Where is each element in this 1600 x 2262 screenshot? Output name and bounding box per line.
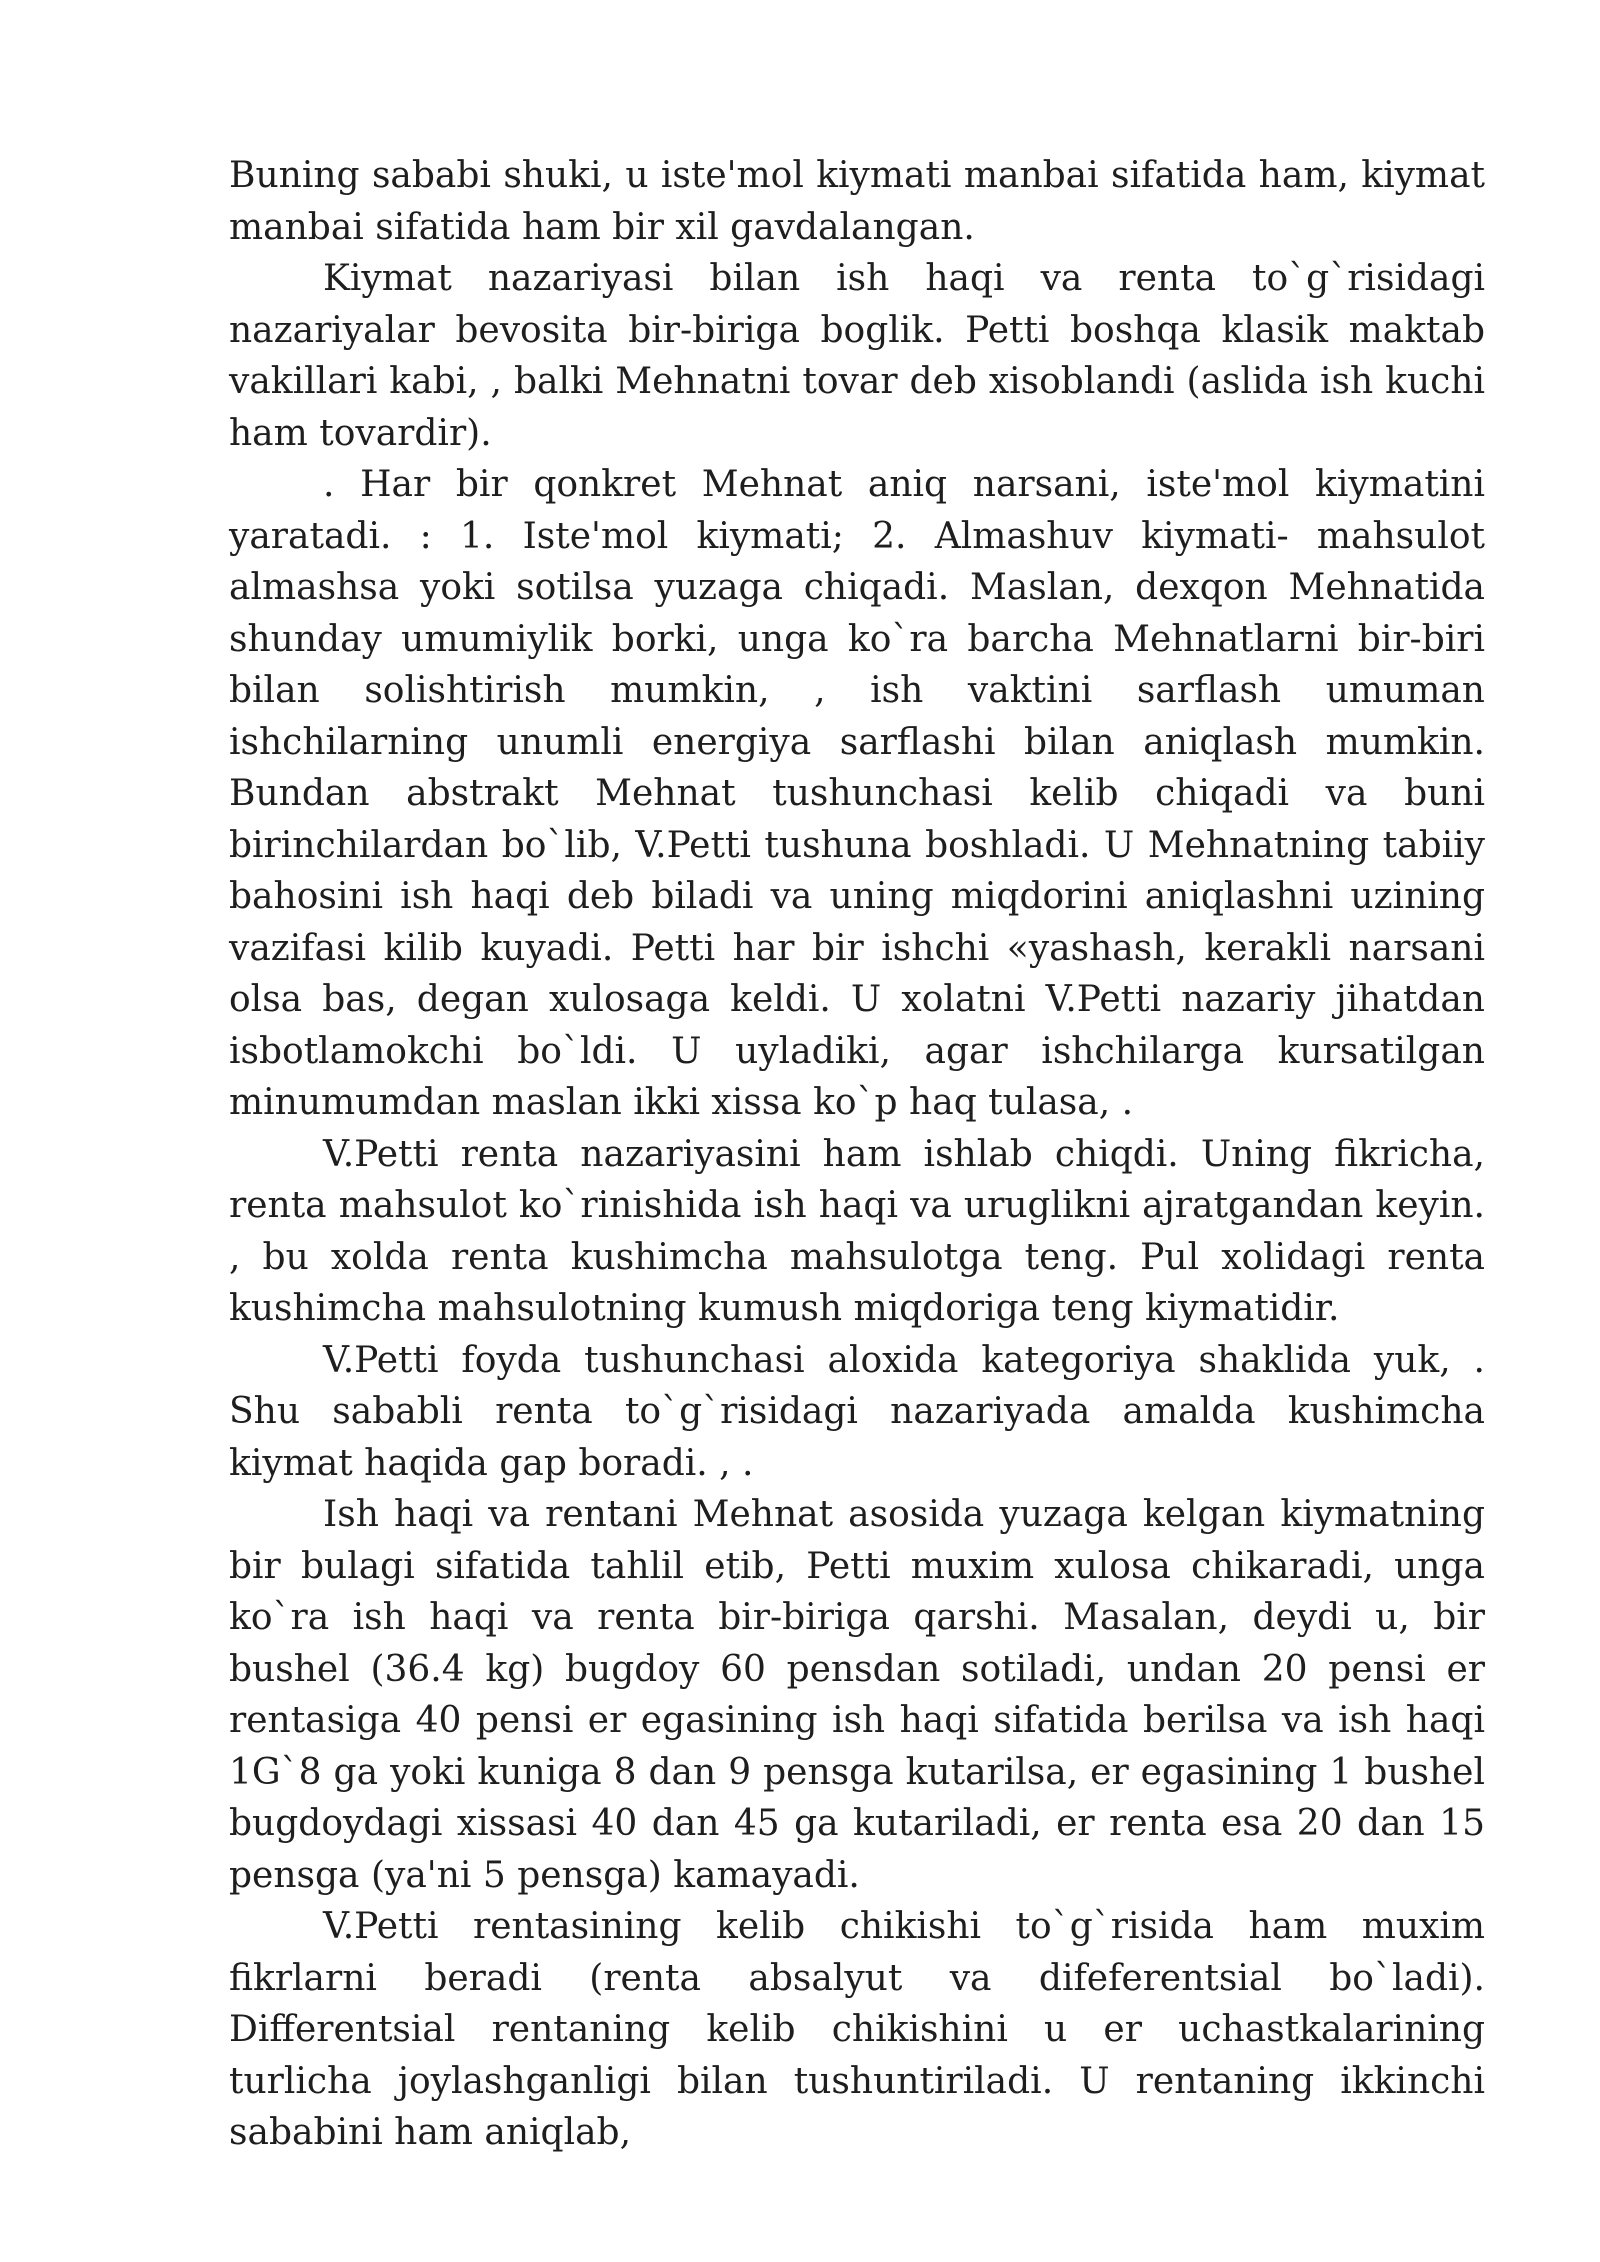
paragraph-4: V.Petti renta nazariyasini ham ishlab chiqdi. Uning fikricha, renta mahsulot ko`rinishida ish haqi va uruglikni ajratgandan keyin. , bu xolda renta kushimcha mahsulotga teng. Pul xolidagi renta kushimcha mahsulotning kumush miqdoriga teng kiymatidir. (229, 1133, 1485, 1329)
paragraph-7: V.Petti rentasining kelib chikishi to`g`risida ham muxim fikrlarni beradi (renta absalyut va difeferentsial bo`ladi). Differentsial rentaning kelib chikishini u er uchastkalarining turlicha joylashganligi bilan tushuntiriladi. U rentaning ikkinchi sababini ham aniqlab, (229, 1906, 1485, 2153)
document-page (229, 150, 1485, 2159)
paragraph-2: Kiymat nazariyasi bilan ish haqi va renta to`g`risidagi nazariyalar bevosita bir-biriga boglik. Petti boshqa klasik maktab vakillari kabi, , balki Mehnatni tovar deb xisoblandi (aslida ish kuchi ham tovardir). (229, 258, 1485, 454)
paragraph-1: Buning sababi shuki, u iste'mol kiymati manbai sifatida ham, kiymat manbai sifatida ham bir xil gavdalangan. (229, 155, 1485, 248)
paragraph-6: Ish haqi va rentani Mehnat asosida yuzaga kelgan kiymatning bir bulagi sifatida tahlil etib, Petti muxim xulosa chikaradi, unga ko`ra ish haqi va renta bir-biriga qarshi. Masalan, deydi u, bir bushel (36.4 kg) bugdoy 60 pensdan sotiladi, undan 20 pensi er rentasiga 40 pensi er egasining ish haqi sifatida berilsa va ish haqi 1G`8 ga yoki kuniga 8 dan 9 pensga kutarilsa, er egasining 1 bushel bugdoydagi xissasi 40 dan 45 ga kutariladi, er renta esa 20 dan 15 pensga (ya'ni 5 pensga) kamayadi. (229, 1494, 1485, 1896)
paragraph-5: V.Petti foyda tushunchasi aloxida kategoriya shaklida yuk, . Shu sababli renta to`g`risidagi nazariyada amalda kushimcha kiymat haqida gap boradi. , . (229, 1339, 1485, 1484)
paragraph-3: . Har bir qonkret Mehnat aniq narsani, iste'mol kiymatini yaratadi. : 1. Iste'mol kiymati; 2. Almashuv kiymati- mahsulot almashsa yoki sotilsa yuzaga chiqadi. Maslan, dexqon Mehnatida shunday umumiylik borki, unga ko`ra barcha Mehnatlarni bir-biri bilan solishtirish mumkin, , ish vaktini sarflash umuman ishchilarning unumli energiya sarflashi bilan aniqlash mumkin. Bundan abstrakt Mehnat tushunchasi kelib chiqadi va buni birinchilardan bo`lib, V.Petti tushuna boshladi. U Mehnatning tabiiy bahosini ish haqi deb biladi va uning miqdorini aniqlashni uzining vazifasi kilib kuyadi. Petti har bir ishchi «yashash, kerakli narsani olsa bas, degan xulosaga keldi. U xolatni V.Petti nazariy jihatdan isbotlamokchi bo`ldi. U uyladiki, agar ishchilarga kursatilgan minumumdan maslan ikki xissa ko`p haq tulasa, . (229, 464, 1485, 1123)
